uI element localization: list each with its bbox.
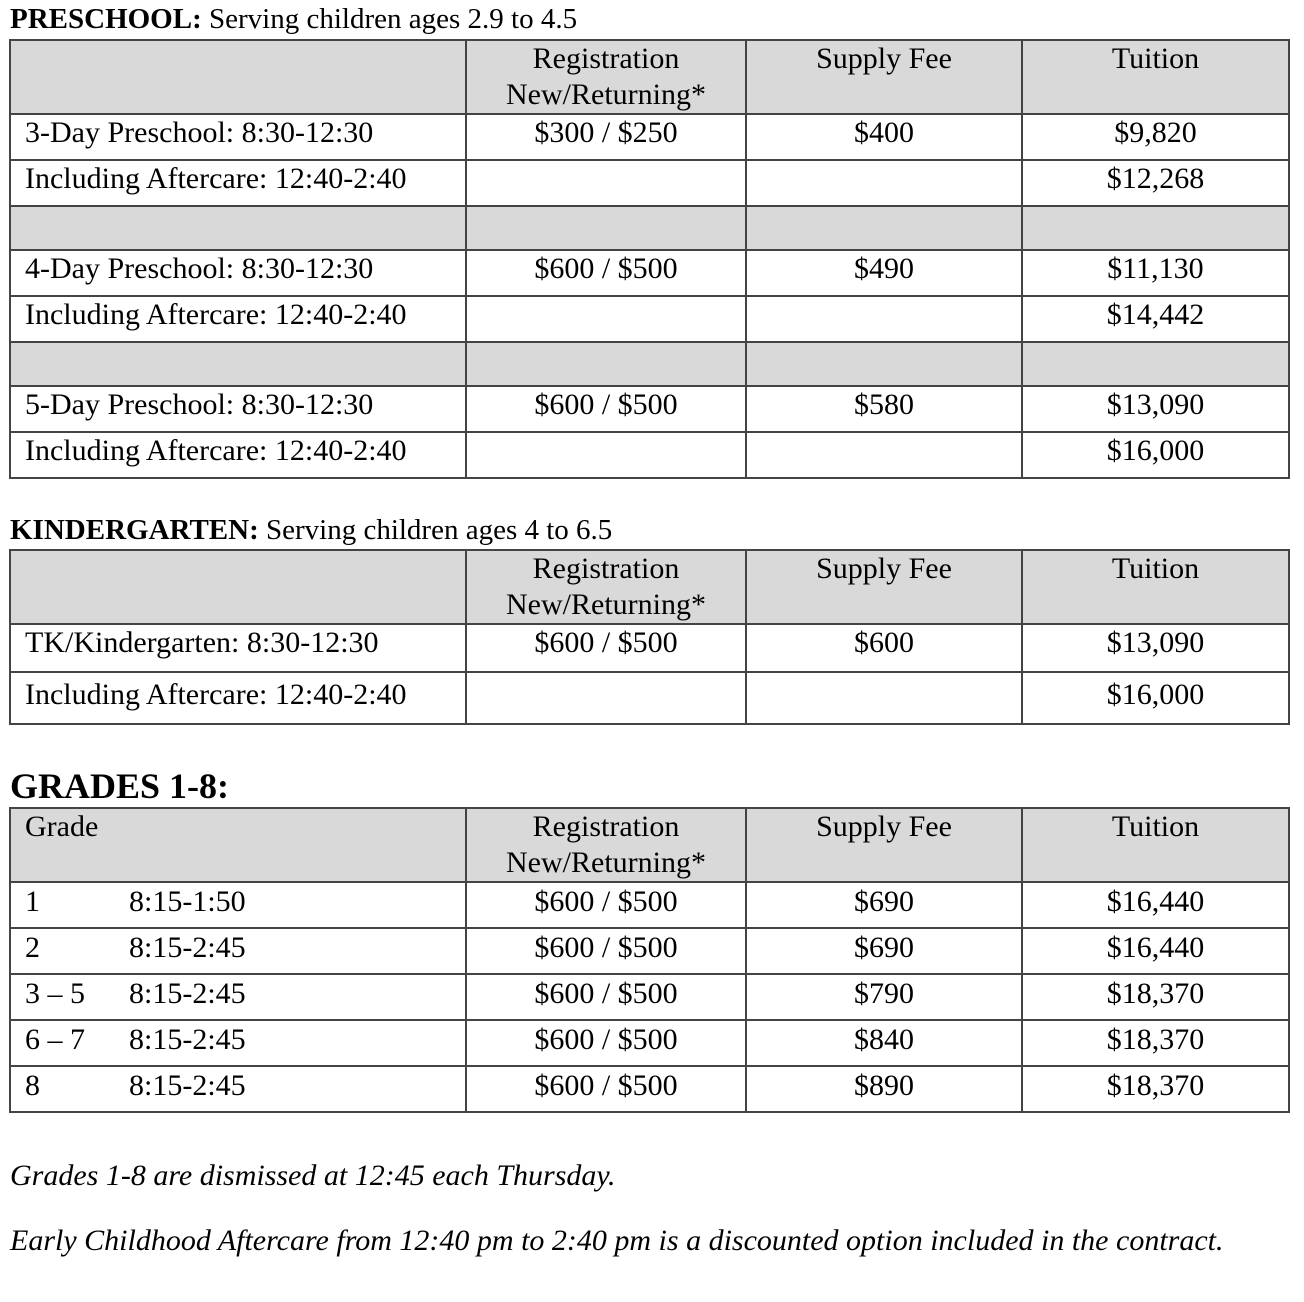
empty-cell [466, 160, 746, 206]
supply-cell: $580 [746, 386, 1022, 432]
grades-title: GRADES 1-8: [10, 766, 230, 806]
program-label: 5-Day Preschool: 8:30-12:30 [10, 386, 466, 432]
empty-cell [466, 296, 746, 342]
tuition-header: Tuition [1022, 808, 1289, 882]
program-row [10, 114, 1289, 160]
tuition-cell: $13,090 [1022, 386, 1289, 432]
grade-number: 1 [25, 885, 40, 918]
empty-cell [466, 432, 746, 478]
grade-row [10, 882, 1289, 928]
supply-cell: $400 [746, 114, 1022, 160]
registration-cell: $300 / $250 [466, 114, 746, 160]
program-label: TK/Kindergarten: 8:30-12:30 [10, 624, 466, 672]
registration-cell: $600 / $500 [466, 928, 746, 974]
grade-hours: 8:15-2:45 [129, 977, 246, 1010]
registration-cell: $600 / $500 [466, 386, 746, 432]
kindergarten-title-rest: Serving children ages 4 to 6.5 [258, 514, 613, 546]
grades-header-row [10, 808, 1289, 882]
aftercare-label: Including Aftercare: 12:40-2:40 [10, 296, 466, 342]
grade-hours: 8:15-2:45 [129, 1069, 246, 1102]
grade-hours: 8:15-2:45 [129, 931, 246, 964]
supply-fee-header: Supply Fee [746, 40, 1022, 114]
spacer-row [10, 206, 1289, 250]
grade-row [10, 1066, 1289, 1112]
empty-cell [746, 160, 1022, 206]
grade-number: 3 – 5 [25, 977, 85, 1010]
program-row [10, 624, 1289, 672]
tuition-cell: $13,090 [1022, 624, 1289, 672]
tuition-cell: $18,370 [1022, 1020, 1289, 1066]
grade-number: 8 [25, 1069, 40, 1102]
tuition-header: Tuition [1022, 550, 1289, 624]
supply-cell: $890 [746, 1066, 1022, 1112]
registration-header [466, 550, 746, 624]
aftercare-tuition-cell: $12,268 [1022, 160, 1289, 206]
program-label: 4-Day Preschool: 8:30-12:30 [10, 250, 466, 296]
preschool-header-row [10, 40, 1289, 114]
aftercare-note: Early Childhood Aftercare from 12:40 pm to 2:40 pm is a discounted option included in the contract. [10, 1224, 1224, 1257]
grades-table [9, 807, 1290, 1113]
aftercare-label: Including Aftercare: 12:40-2:40 [10, 672, 466, 724]
tuition-cell: $11,130 [1022, 250, 1289, 296]
preschool-table [9, 39, 1290, 479]
program-label: 3-Day Preschool: 8:30-12:30 [10, 114, 466, 160]
grade-number: 2 [25, 931, 40, 964]
tuition-cell: $18,370 [1022, 974, 1289, 1020]
supply-cell: $600 [746, 624, 1022, 672]
preschool-title-bold: PRESCHOOL: [10, 3, 202, 35]
kindergarten-header-row [10, 550, 1289, 624]
registration-cell: $600 / $500 [466, 250, 746, 296]
grade-number: 6 – 7 [25, 1023, 85, 1056]
registration-header-line1: Registration [532, 810, 680, 843]
grade-cell [10, 928, 466, 974]
kindergarten-title-bold: KINDERGARTEN: [10, 514, 259, 546]
aftercare-tuition-cell: $14,442 [1022, 296, 1289, 342]
program-row [10, 250, 1289, 296]
empty-cell [746, 296, 1022, 342]
supply-cell: $690 [746, 928, 1022, 974]
aftercare-label: Including Aftercare: 12:40-2:40 [10, 160, 466, 206]
empty-cell [466, 672, 746, 724]
supply-fee-header: Supply Fee [746, 808, 1022, 882]
header-blank-cell [10, 40, 466, 114]
aftercare-tuition-cell: $16,000 [1022, 432, 1289, 478]
supply-cell: $690 [746, 882, 1022, 928]
grade-row [10, 1020, 1289, 1066]
supply-fee-header: Supply Fee [746, 550, 1022, 624]
aftercare-row [10, 160, 1289, 206]
empty-cell [746, 672, 1022, 724]
aftercare-label: Including Aftercare: 12:40-2:40 [10, 432, 466, 478]
program-row [10, 386, 1289, 432]
supply-cell: $490 [746, 250, 1022, 296]
header-blank-cell [10, 550, 466, 624]
registration-header-line2: New/Returning* [506, 588, 706, 621]
grade-cell [10, 882, 466, 928]
grade-row [10, 928, 1289, 974]
grade-cell [10, 974, 466, 1020]
preschool-title [10, 3, 577, 35]
grade-row [10, 974, 1289, 1020]
registration-cell: $600 / $500 [466, 624, 746, 672]
grade-header: Grade [10, 808, 466, 882]
spacer-row [10, 342, 1289, 386]
tuition-cell: $16,440 [1022, 928, 1289, 974]
registration-header [466, 808, 746, 882]
aftercare-tuition-cell: $16,000 [1022, 672, 1289, 724]
registration-cell: $600 / $500 [466, 1066, 746, 1112]
registration-header-line2: New/Returning* [506, 846, 706, 879]
supply-cell: $790 [746, 974, 1022, 1020]
registration-cell: $600 / $500 [466, 1020, 746, 1066]
registration-cell: $600 / $500 [466, 974, 746, 1020]
grade-cell [10, 1020, 466, 1066]
registration-header-line1: Registration [532, 42, 680, 75]
thursday-dismissal-note: Grades 1-8 are dismissed at 12:45 each Thursday. [10, 1159, 616, 1192]
preschool-title-rest: Serving children ages 2.9 to 4.5 [201, 3, 578, 35]
tuition-cell: $16,440 [1022, 882, 1289, 928]
aftercare-row [10, 432, 1289, 478]
kindergarten-table [9, 549, 1290, 725]
grade-hours: 8:15-2:45 [129, 1023, 246, 1056]
registration-header-line2: New/Returning* [506, 78, 706, 111]
aftercare-row [10, 672, 1289, 724]
registration-cell: $600 / $500 [466, 882, 746, 928]
tuition-cell: $9,820 [1022, 114, 1289, 160]
supply-cell: $840 [746, 1020, 1022, 1066]
registration-header-line1: Registration [532, 552, 680, 585]
grade-cell [10, 1066, 466, 1112]
grade-hours: 8:15-1:50 [129, 885, 246, 918]
tuition-header: Tuition [1022, 40, 1289, 114]
aftercare-row [10, 296, 1289, 342]
kindergarten-title [10, 514, 612, 546]
registration-header [466, 40, 746, 114]
tuition-cell: $18,370 [1022, 1066, 1289, 1112]
empty-cell [746, 432, 1022, 478]
